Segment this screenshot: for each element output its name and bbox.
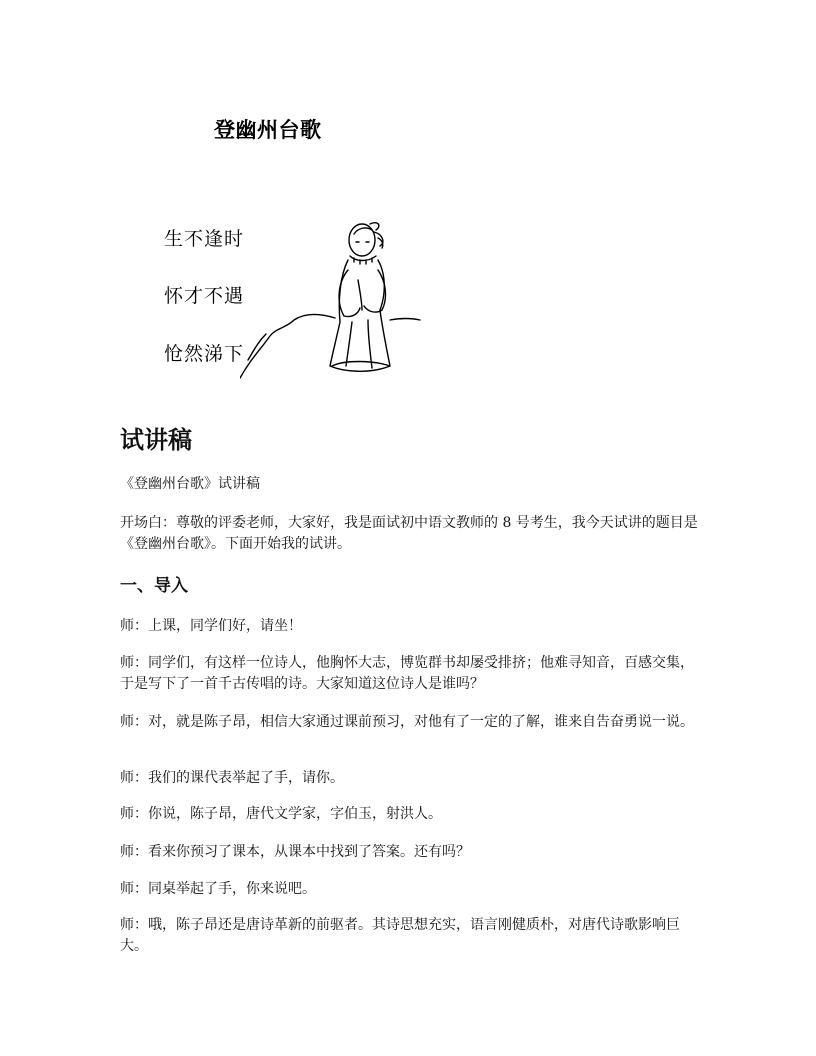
paragraph: 师：你说，陈子昂，唐代文学家，字伯玉，射洪人。 <box>120 806 442 822</box>
paragraph: 师：同桌举起了手，你来说吧。 <box>120 881 316 897</box>
section-heading-intro: 一、导入 <box>120 576 188 596</box>
page-title: 试讲稿 <box>120 426 192 454</box>
figure-line-2: 怀才不遇 <box>164 285 245 307</box>
figure-line-3: 怆然涕下 <box>164 343 245 365</box>
paragraph: 师：上课，同学们好，请坐！ <box>120 618 302 634</box>
paragraph: 师：哦，陈子昂还是唐诗革新的前驱者。其诗思想充实，语言刚健质朴，对唐代诗歌影响巨大。 <box>120 917 680 954</box>
figure-title: 登幽州台歌 <box>214 118 322 142</box>
figure-line-1: 生不逢时 <box>164 228 245 250</box>
paragraph: 师：同学们，有这样一位诗人，他胸怀大志，博览群书却屡受排挤；他难寻知音，百感交集，于是写下了一首千古传唱的诗。大家知道这位诗人是谁吗？ <box>120 655 694 692</box>
paragraph: 师：对，就是陈子昂，相信大家通过课前预习，对他有了一定的了解，谁来自告奋勇说一说。 <box>120 714 694 730</box>
paragraph: 师：我们的课代表举起了手，请你。 <box>120 770 344 786</box>
subtitle: 《登幽州台歌》试讲稿 <box>120 476 260 492</box>
poet-drawing-icon <box>240 210 430 390</box>
poem-illustration-figure <box>150 100 430 390</box>
opening-paragraph: 开场白：尊敬的评委老师，大家好，我是面试初中语文教师的 8 号考生，我今天试讲的题目是《登幽州台歌》。下面开始我的试讲。 <box>120 515 698 552</box>
paragraph: 师：看来你预习了课本，从课本中找到了答案。还有吗？ <box>120 844 470 860</box>
